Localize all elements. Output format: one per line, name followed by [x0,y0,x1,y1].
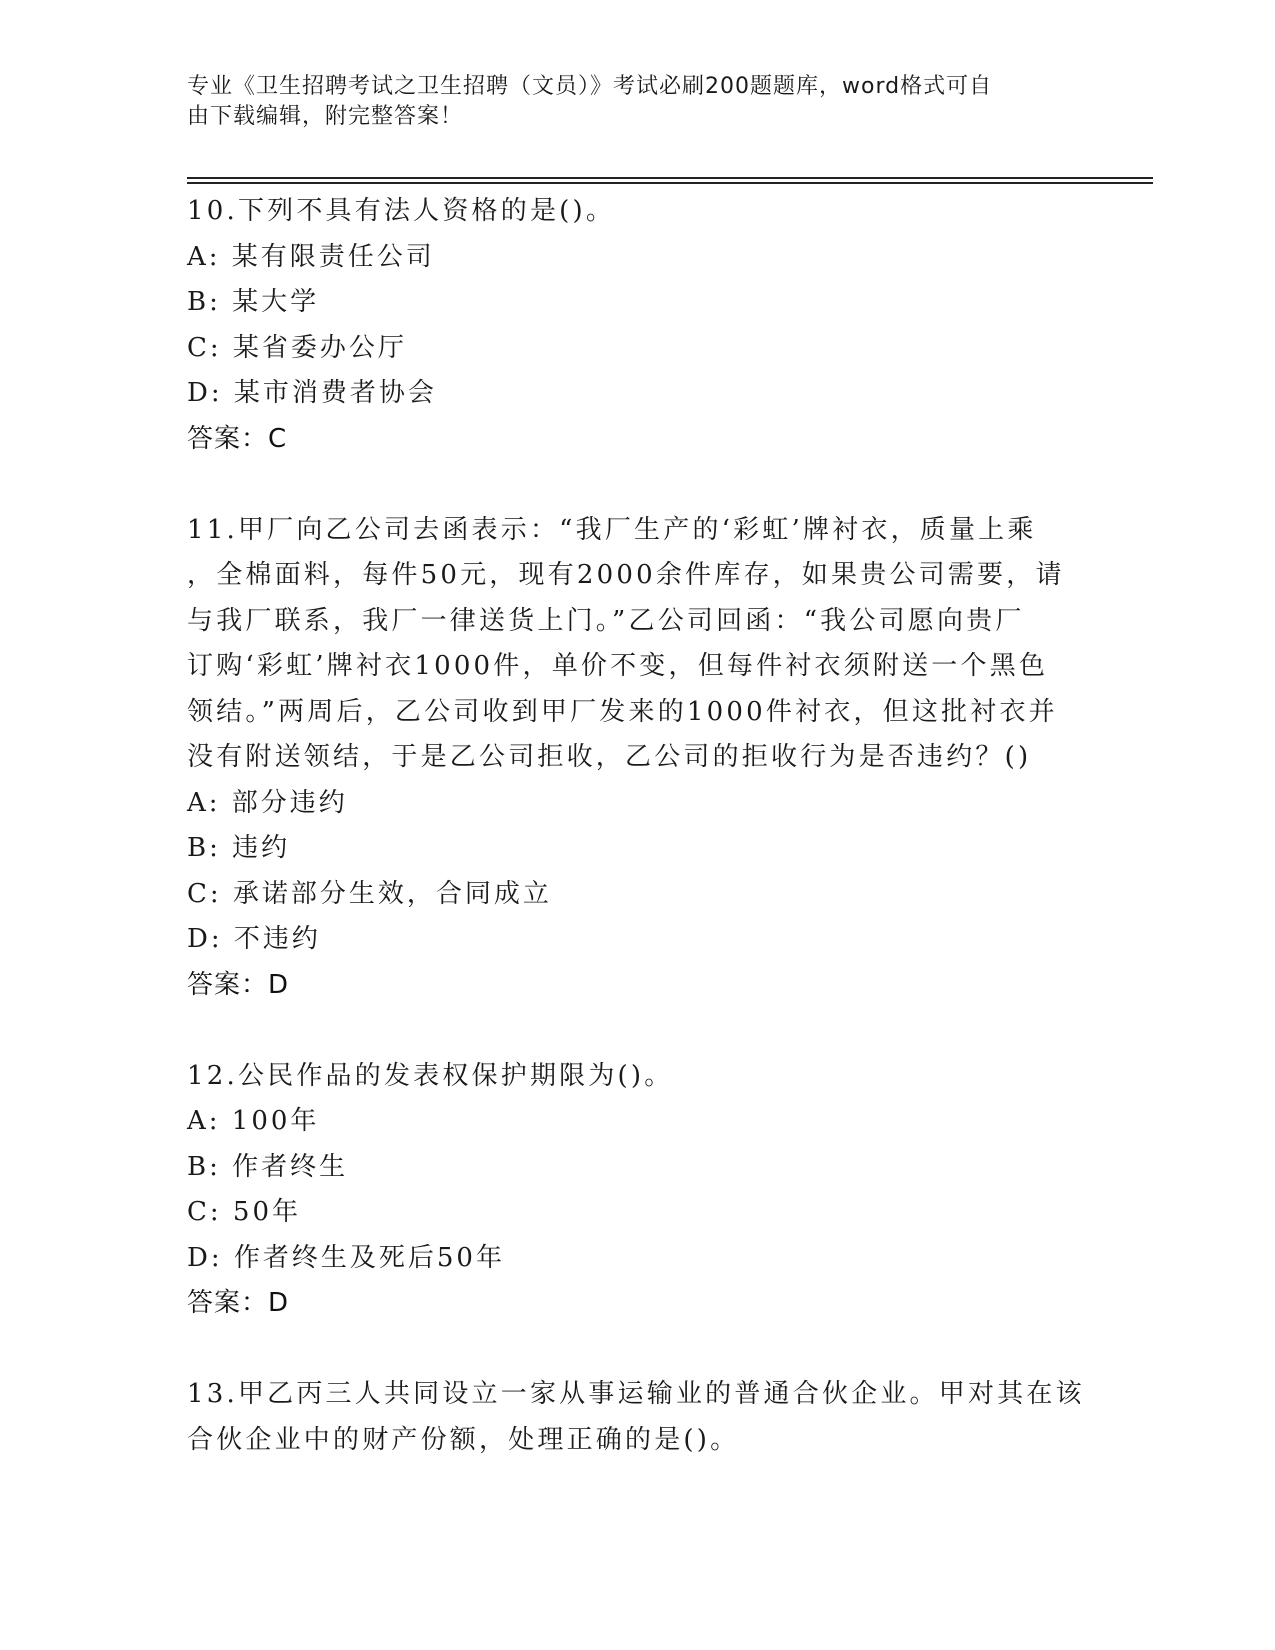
stem-line: ，全棉面料，每件50元，现有2000余件库存，如果贵公司需要，请 [187,560,1065,590]
option-a: A: 部分违约 [187,787,348,818]
header-divider-bottom [187,182,1153,184]
header-divider-top [187,177,1153,179]
question-13 [187,1372,1087,1463]
stem-line: 与我厂联系，我厂一律送货上门。”乙公司回函：“我公司愿向贵厂 [187,605,1025,636]
option-c: C: 某省委办公厅 [187,332,407,363]
stem-line: 11.甲厂向乙公司去函表示：“我厂生产的‘彩虹’牌衬衣，质量上乘 [187,514,1037,545]
spacer [187,462,1087,508]
option-c: C: 承诺部分生效，合同成立 [187,878,552,909]
question-10 [187,189,1087,462]
stem-line: 没有附送领结，于是乙公司拒收，乙公司的拒收行为是否违约？() [187,742,1032,772]
question-list [187,189,1087,1463]
question-12 [187,1054,1087,1327]
question-11 [187,508,1087,1009]
question-stem [187,1054,1087,1100]
question-stem [187,1372,1087,1463]
answer-label: 答案：D [187,1288,290,1318]
spacer [187,1327,1087,1373]
stem-line: 10.下列不具有法人资格的是()。 [187,196,616,226]
stem-line: 领结。”两周后，乙公司收到甲厂发来的1000件衬衣，但这批衬衣并 [187,696,1058,727]
option-c: C: 50年 [187,1197,302,1227]
option-b: B: 作者终生 [187,1151,349,1182]
spacer [187,1008,1087,1054]
option-d: D: 某市消费者协会 [187,378,437,408]
option-b: B: 某大学 [187,287,320,317]
option-a: A: 100年 [187,1106,320,1136]
header-line-2: 由下载编辑，附完整答案！ [187,104,464,129]
header-line-1: 专业《卫生招聘考试之卫生招聘（文员）》考试必刷200题题库，word格式可自 [187,74,993,99]
option-d: D: 作者终生及死后50年 [187,1242,505,1273]
stem-line: 合伙企业中的财产份额，处理正确的是()。 [187,1424,740,1455]
option-a: A: 某有限责任公司 [187,241,435,272]
question-stem [187,508,1087,781]
answer-label: 答案：C [187,423,288,454]
question-stem [187,189,1087,235]
stem-line: 12.公民作品的发表权保护期限为()。 [187,1060,674,1091]
option-b: B: 违约 [187,833,291,863]
stem-line: 订购‘彩虹’牌衬衣1000件，单价不变，但每件衬衣须附送一个黑色 [187,651,1049,681]
option-d: D: 不违约 [187,924,321,954]
answer-label: 答案：D [187,969,290,1000]
stem-line: 13.甲乙丙三人共同设立一家从事运输业的普通合伙企业。甲对其在该 [187,1379,1085,1409]
document-header [187,72,1067,132]
